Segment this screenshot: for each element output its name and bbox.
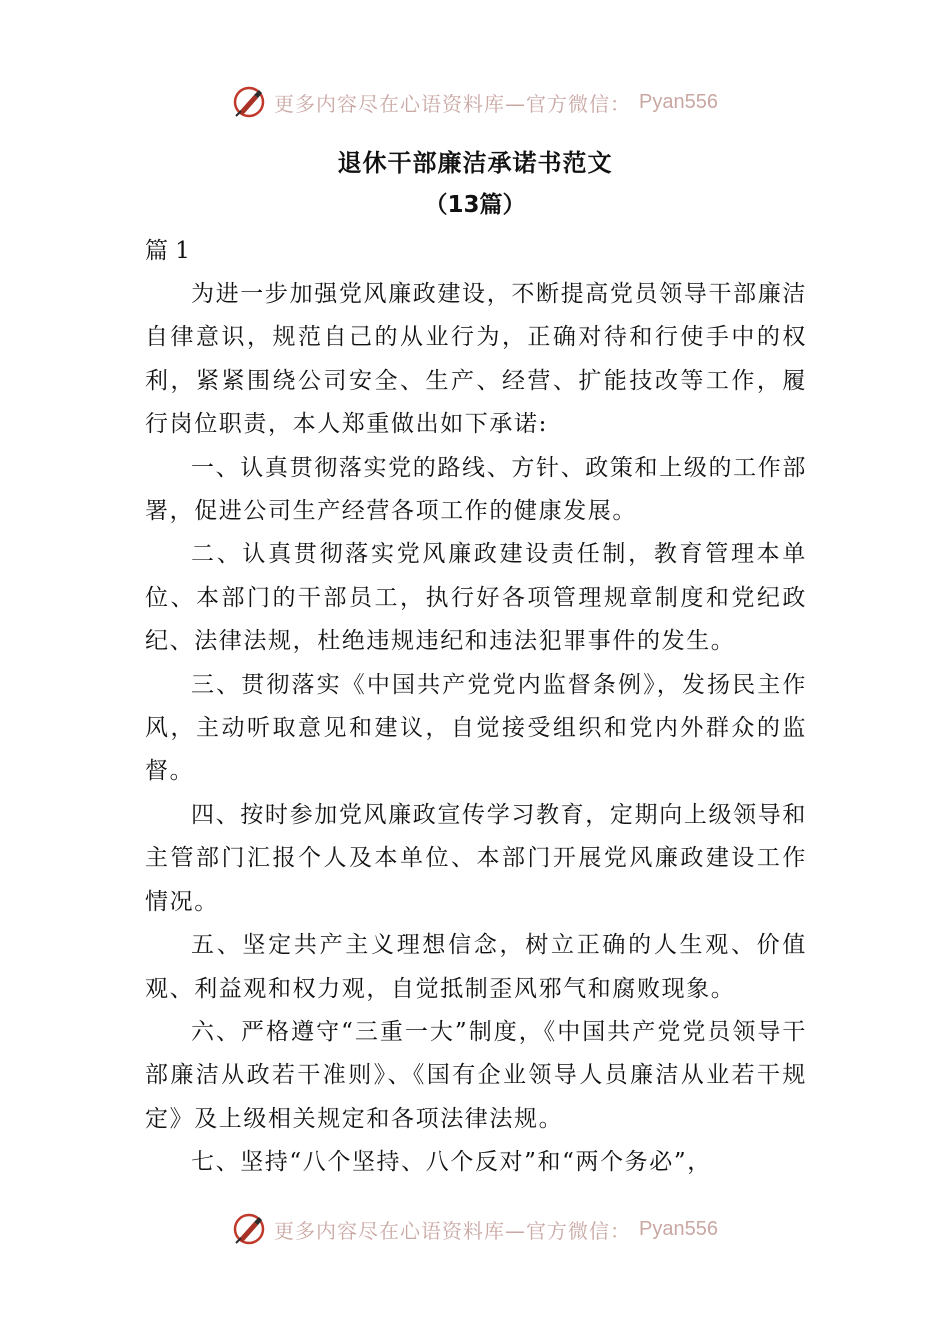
watermark-text: 更多内容尽在心语资料库—官方微信： bbox=[274, 1218, 632, 1243]
paragraph-item-5: 五、坚定共产主义理想信念，树立正确的人生观、价值观、利益观和权力观，自觉抵制歪风邪气和腐败现象。 bbox=[145, 932, 807, 1002]
paragraph-intro: 为进一步加强党风廉政建设，不断提高党员领导干部廉洁自律意识，规范自己的从业行为，正确对待和行使手中的权利，紧紧围绕公司安全、生产、经营、扩能技改等工作，履行岗位职责，本人郑重做出如下承诺: bbox=[145, 281, 807, 438]
paragraph-item-3: 三、贯彻落实《中国共产党党内监督条例》，发扬民主作风，主动听取意见和建议，自觉接受组织和党内外群众的监督。 bbox=[145, 671, 807, 785]
paragraph-item-6: 六、严格遵守“三重一大”制度，《中国共产党党员领导干部廉洁从政若干准则》、《国有企业领导人员廉洁从业若干规定》及上级相关规定和各项法律法规。 bbox=[145, 1018, 807, 1132]
document-subtitle: （13篇） bbox=[424, 192, 526, 218]
paragraph-item-7: 七、坚持“八个坚持、八个反对”和“两个务必”， bbox=[191, 1149, 712, 1176]
pen-logo-icon bbox=[232, 85, 266, 119]
footer-watermark bbox=[0, 1209, 950, 1249]
document-title: 退休干部廉洁承诺书范文 bbox=[337, 149, 613, 177]
pen-logo-icon bbox=[232, 1212, 266, 1246]
paragraph-item-1: 一、认真贯彻落实党的路线、方针、政策和上级的工作部署，促进公司生产经营各项工作的健康发展。 bbox=[145, 454, 807, 525]
paragraph-item-2: 二、认真贯彻落实党风廉政建设责任制，教育管理本单位、本部门的干部员工，执行好各项管理规章制度和党纪政纪、法律法规，杜绝违规违纪和违法犯罪事件的发生。 bbox=[145, 541, 807, 655]
paragraph-item-4: 四、按时参加党风廉政宣传学习教育，定期向上级领导和主管部门汇报个人及本单位、本部门开展党风廉政建设工作情况。 bbox=[145, 801, 807, 915]
watermark-text: 更多内容尽在心语资料库—官方微信： bbox=[274, 91, 632, 116]
watermark-handle: Pyan556 bbox=[639, 1217, 718, 1240]
watermark-handle: Pyan556 bbox=[639, 90, 718, 113]
header-watermark bbox=[0, 82, 950, 122]
section-label: 篇 1 bbox=[145, 238, 190, 264]
document-body bbox=[145, 273, 807, 1185]
